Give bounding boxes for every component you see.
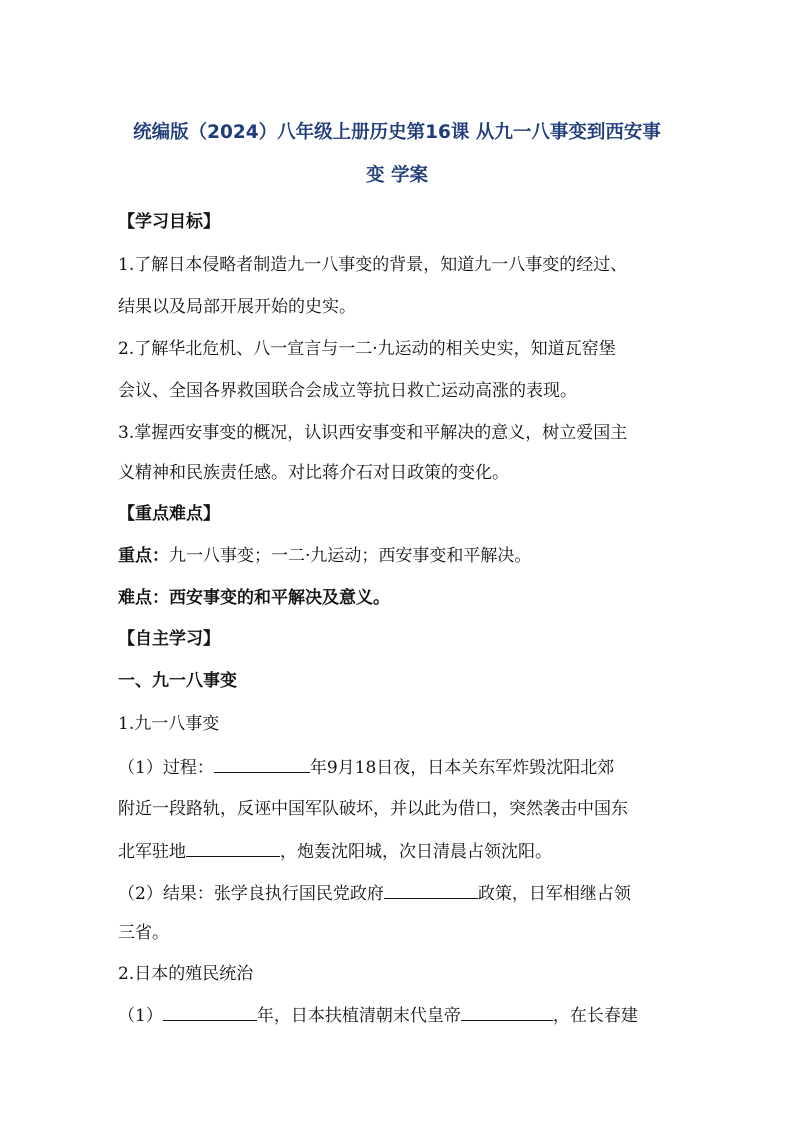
result-line-2: 三省。 (118, 923, 169, 943)
goal-1-line-2: 结果以及局部开展开始的史实。 (118, 297, 356, 317)
key-point-line (118, 545, 531, 567)
process-suffix: 年9月18日夜，日本关东军炸毁沈阳北郊 (309, 758, 615, 778)
result-line-1 (118, 882, 631, 905)
goal-2-line-1: 2.了解华北危机、八一宣言与一二·九运动的相关史实，知道瓦窑堡 (118, 339, 616, 359)
fill-in-blank-emperor[interactable] (461, 1004, 553, 1021)
process-line-1 (118, 756, 614, 779)
section-1-heading: 一、九一八事变 (118, 671, 237, 691)
goal-3-line-2: 义精神和民族责任感。对比蒋介石对日政策的变化。 (118, 463, 509, 483)
colonial-mid: 年，日本扶植清朝末代皇帝 (256, 1006, 461, 1026)
goal-3-line-1: 3.掌握西安事变的概况，认识西安事变和平解决的意义，树立爱国主 (118, 423, 628, 443)
difficult-point-line (118, 587, 390, 609)
fill-in-blank-barracks[interactable] (186, 840, 280, 857)
fill-in-blank-policy[interactable] (384, 882, 478, 899)
learning-goals-heading: 【学习目标】 (118, 212, 220, 232)
self-study-heading: 【自主学习】 (118, 629, 220, 649)
process-line-3-suffix: ，炮轰沈阳城，次日清晨占领沈阳。 (280, 842, 552, 862)
goal-2-line-2: 会议、全国各界救国联合会成立等抗日救亡运动高涨的表现。 (118, 381, 577, 401)
process-line-3 (118, 840, 552, 863)
difficult-label: 难点： (118, 588, 169, 608)
colonial-prefix: （1） (118, 1006, 163, 1026)
subsection-1-heading: 1.九一八事变 (118, 714, 220, 734)
process-line-2: 附近一段路轨，反诬中国军队破坏，并以此为借口，突然袭击中国东 (118, 799, 628, 819)
key-points-heading: 【重点难点】 (118, 504, 220, 524)
difficult-text: 西安事变的和平解决及意义。 (169, 588, 390, 608)
key-label: 重点： (118, 546, 169, 566)
fill-in-blank-year[interactable] (214, 756, 310, 773)
colonial-suffix: ，在长春建 (552, 1006, 638, 1026)
result-prefix: （2）结果：张学良执行国民党政府 (118, 884, 384, 904)
process-line-3-prefix: 北军驻地 (118, 842, 186, 862)
subsection-2-heading: 2.日本的殖民统治 (118, 964, 254, 984)
document-title-line-1: 统编版（2024）八年级上册历史第16课 从九一八事变到西安事 (133, 122, 661, 143)
fill-in-blank-year-2[interactable] (163, 1004, 257, 1021)
key-text: 九一八事变；一二·九运动；西安事变和平解决。 (169, 546, 532, 566)
colonial-rule-line-1 (118, 1004, 638, 1027)
process-prefix: （1）过程： (118, 758, 214, 778)
goal-1-line-1: 1.了解日本侵略者制造九一八事变的背景，知道九一八事变的经过、 (118, 255, 628, 275)
document-title-line-2: 变 学案 (366, 165, 428, 186)
result-suffix: 政策，日军相继占领 (477, 884, 631, 904)
